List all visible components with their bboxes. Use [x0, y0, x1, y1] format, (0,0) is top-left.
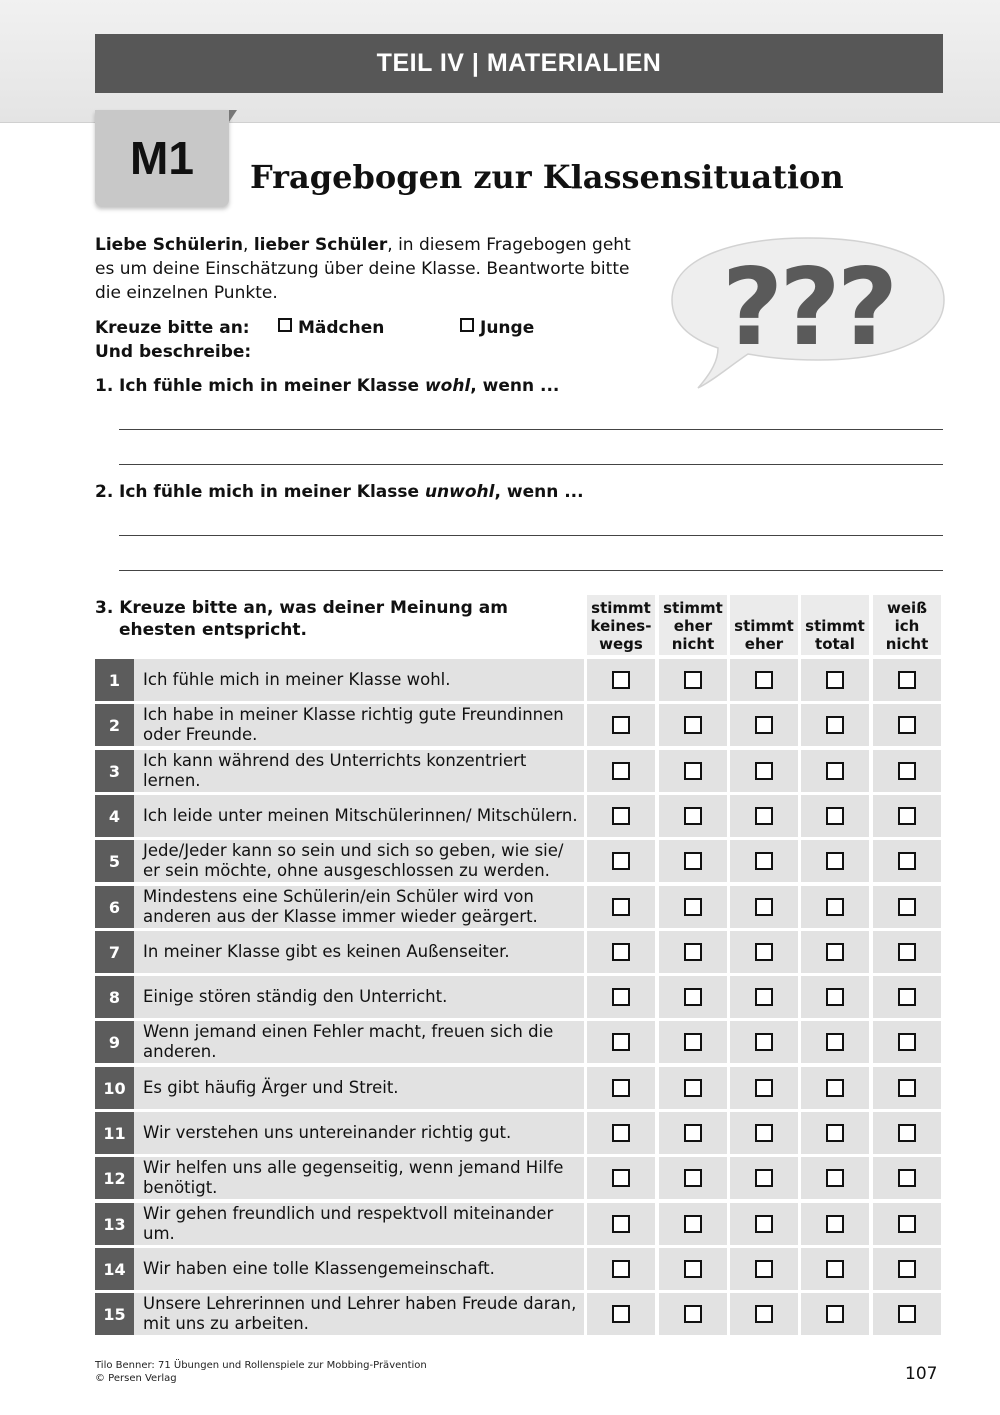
rating-checkbox[interactable] — [826, 762, 844, 780]
gender-option-girl[interactable] — [278, 318, 384, 338]
rating-checkbox[interactable] — [684, 1169, 702, 1187]
answer-line-2a[interactable] — [119, 535, 943, 536]
rating-cell-keineswegs — [587, 1248, 655, 1290]
rating-cell-weiss-nicht — [873, 840, 941, 882]
rating-cell-weiss-nicht — [873, 976, 941, 1018]
row-statement-text: Ich habe in meiner Klasse richtig gute Freundinnen oder Freunde. — [143, 705, 564, 744]
rating-cell-eher-nicht — [659, 840, 727, 882]
row-statement-text: Wir haben eine tolle Klassengemeinschaft. — [143, 1259, 495, 1278]
rating-cell-weiss-nicht — [873, 795, 941, 837]
rating-checkbox[interactable] — [755, 671, 773, 689]
rating-cell-eher — [730, 1157, 798, 1199]
column-header-line: nicht — [885, 635, 929, 653]
table-row — [95, 886, 943, 928]
table-row — [95, 1248, 943, 1290]
rating-cell-eher — [730, 795, 798, 837]
rating-cell-total — [801, 840, 869, 882]
rating-cell-weiss-nicht — [873, 1157, 941, 1199]
rating-checkbox[interactable] — [612, 1169, 630, 1187]
row-number: 15 — [95, 1293, 134, 1335]
table-row — [95, 1203, 943, 1245]
rating-cell-weiss-nicht — [873, 659, 941, 701]
column-header-line: keines- — [590, 617, 652, 635]
rating-cell-keineswegs — [587, 840, 655, 882]
question-bubble-icon — [668, 232, 948, 392]
rating-cell-eher-nicht — [659, 1157, 727, 1199]
question-2-pre: Ich fühle mich in meiner Klasse — [119, 482, 425, 502]
rating-cell-keineswegs — [587, 795, 655, 837]
answer-line-1a[interactable] — [119, 429, 943, 430]
row-statement — [134, 931, 584, 973]
row-number: 8 — [95, 976, 134, 1018]
table-row — [95, 659, 943, 701]
table-row — [95, 1157, 943, 1199]
rating-cell-weiss-nicht — [873, 931, 941, 973]
rating-cell-keineswegs — [587, 750, 655, 792]
rating-cell-total — [801, 1067, 869, 1109]
rating-cell-eher — [730, 704, 798, 746]
answer-line-1b[interactable] — [119, 464, 943, 465]
row-statement-text: Einige stören ständig den Unterricht. — [143, 987, 448, 1006]
gender-row — [95, 318, 655, 342]
row-number: 11 — [95, 1112, 134, 1154]
rating-cell-eher-nicht — [659, 1293, 727, 1335]
rating-cell-total — [801, 750, 869, 792]
rating-cell-eher — [730, 659, 798, 701]
rating-cell-eher-nicht — [659, 795, 727, 837]
row-statement-text: Wir verstehen uns untereinander richtig gut. — [143, 1123, 512, 1142]
rating-checkbox[interactable] — [612, 898, 630, 916]
rating-checkbox[interactable] — [755, 1124, 773, 1142]
rating-checkbox[interactable] — [826, 898, 844, 916]
rating-checkbox[interactable] — [684, 943, 702, 961]
rating-checkbox[interactable] — [612, 716, 630, 734]
rating-checkbox[interactable] — [684, 1033, 702, 1051]
rating-checkbox[interactable] — [826, 988, 844, 1006]
rating-checkbox[interactable] — [755, 943, 773, 961]
rating-checkbox[interactable] — [898, 898, 916, 916]
gender-option-boy[interactable] — [460, 318, 534, 338]
column-header-line: total — [815, 635, 855, 653]
column-header-line: eher — [673, 617, 713, 635]
rating-cell-eher — [730, 886, 798, 928]
rating-checkbox[interactable] — [898, 807, 916, 825]
rating-checkbox[interactable] — [826, 671, 844, 689]
rating-checkbox[interactable] — [684, 1079, 702, 1097]
rating-cell-total — [801, 1021, 869, 1063]
rating-checkbox[interactable] — [826, 1033, 844, 1051]
intro-bold-2: lieber Schüler — [253, 235, 388, 255]
rating-cell-eher — [730, 931, 798, 973]
footer-publisher: © Persen Verlag — [95, 1373, 177, 1384]
rating-checkbox[interactable] — [898, 1260, 916, 1278]
row-statement — [134, 976, 584, 1018]
rating-checkbox[interactable] — [755, 762, 773, 780]
rating-cell-eher — [730, 1293, 798, 1335]
row-statement-text: Wir helfen uns alle gegenseitig, wenn jemand Hilfe benötigt. — [143, 1158, 564, 1197]
rating-cell-weiss-nicht — [873, 750, 941, 792]
rating-checkbox[interactable] — [684, 716, 702, 734]
column-header-line: wegs — [599, 635, 643, 653]
section-header — [95, 34, 943, 93]
rating-checkbox[interactable] — [612, 671, 630, 689]
column-header-line: eher — [744, 635, 784, 653]
rating-checkbox[interactable] — [826, 716, 844, 734]
rating-cell-eher-nicht — [659, 1248, 727, 1290]
rating-checkbox[interactable] — [826, 807, 844, 825]
row-number: 9 — [95, 1021, 134, 1063]
rating-cell-weiss-nicht — [873, 886, 941, 928]
rating-checkbox[interactable] — [898, 1169, 916, 1187]
rating-cell-eher-nicht — [659, 704, 727, 746]
rating-cell-total — [801, 886, 869, 928]
rating-cell-eher-nicht — [659, 1021, 727, 1063]
rating-cell-eher-nicht — [659, 1112, 727, 1154]
row-statement-text: Ich fühle mich in meiner Klasse wohl. — [143, 670, 451, 689]
row-number: 6 — [95, 886, 134, 928]
rating-checkbox[interactable] — [826, 1260, 844, 1278]
rating-checkbox[interactable] — [755, 988, 773, 1006]
intro-sep: , — [243, 235, 254, 255]
column-header-line: stimmt — [591, 599, 651, 617]
footer-citation: Tilo Benner: 71 Übungen und Rollenspiele zur Mobbing-Prävention — [95, 1360, 427, 1371]
question-2-number: 2. — [95, 482, 114, 502]
rating-checkbox[interactable] — [898, 1079, 916, 1097]
rating-checkbox[interactable] — [755, 898, 773, 916]
material-tab-fold — [229, 110, 237, 122]
table-row — [95, 1067, 943, 1109]
rating-cell-total — [801, 1112, 869, 1154]
rating-cell-eher-nicht — [659, 750, 727, 792]
row-statement-text: Es gibt häufig Ärger und Streit. — [143, 1078, 399, 1097]
rating-cell-keineswegs — [587, 1067, 655, 1109]
material-tab-label: M1 — [130, 132, 194, 184]
rating-cell-eher — [730, 1067, 798, 1109]
rating-cell-total — [801, 704, 869, 746]
column-header-line: stimmt — [805, 617, 865, 635]
rating-checkbox[interactable] — [684, 807, 702, 825]
gender-option-girl-label: Mädchen — [298, 318, 385, 338]
table-row — [95, 840, 943, 882]
rating-checkbox[interactable] — [898, 671, 916, 689]
row-statement-text: Unsere Lehrerinnen und Lehrer haben Freude daran, mit uns zu arbeiten. — [143, 1294, 577, 1333]
row-number: 5 — [95, 840, 134, 882]
row-statement — [134, 1203, 584, 1245]
row-number: 13 — [95, 1203, 134, 1245]
row-statement-text: Wenn jemand einen Fehler macht, freuen sich die anderen. — [143, 1022, 554, 1061]
rating-checkbox[interactable] — [612, 943, 630, 961]
page-title: Fragebogen zur Klassensituation — [250, 158, 844, 196]
question-2-emphasis: unwohl — [424, 482, 495, 502]
rating-cell-keineswegs — [587, 1203, 655, 1245]
rating-cell-weiss-nicht — [873, 1021, 941, 1063]
row-number: 14 — [95, 1248, 134, 1290]
rating-checkbox[interactable] — [684, 1124, 702, 1142]
column-header-eher-nicht — [659, 595, 727, 655]
rating-cell-eher — [730, 1112, 798, 1154]
rating-checkbox[interactable] — [826, 1124, 844, 1142]
question-2-post: , wenn ... — [494, 482, 584, 502]
rating-cell-eher — [730, 1248, 798, 1290]
rating-cell-keineswegs — [587, 1112, 655, 1154]
rating-checkbox[interactable] — [755, 807, 773, 825]
rating-cell-eher — [730, 1203, 798, 1245]
rating-checkbox[interactable] — [612, 852, 630, 870]
rating-checkbox[interactable] — [898, 1033, 916, 1051]
rating-cell-keineswegs — [587, 1021, 655, 1063]
rating-checkbox[interactable] — [898, 988, 916, 1006]
rating-cell-total — [801, 976, 869, 1018]
rating-checkbox[interactable] — [755, 1305, 773, 1323]
row-statement — [134, 1112, 584, 1154]
row-statement — [134, 750, 584, 792]
page-number: 107 — [905, 1364, 938, 1384]
rating-cell-eher-nicht — [659, 886, 727, 928]
rating-checkbox[interactable] — [826, 852, 844, 870]
row-statement — [134, 1067, 584, 1109]
describe-label: Und beschreibe: — [95, 342, 252, 362]
row-statement — [134, 1293, 584, 1335]
rating-cell-keineswegs — [587, 976, 655, 1018]
rating-checkbox[interactable] — [612, 807, 630, 825]
rating-checkbox[interactable] — [755, 716, 773, 734]
rating-cell-total — [801, 1157, 869, 1199]
column-header-total — [801, 595, 869, 655]
rating-cell-weiss-nicht — [873, 1293, 941, 1335]
row-statement-text: Jede/Jeder kann so sein und sich so geben, wie sie/ er sein möchte, ohne ausgeschlossen zu werden. — [143, 841, 564, 880]
rating-cell-weiss-nicht — [873, 1067, 941, 1109]
rating-checkbox[interactable] — [684, 988, 702, 1006]
row-number: 10 — [95, 1067, 134, 1109]
row-statement-text: In meiner Klasse gibt es keinen Außenseiter. — [143, 942, 510, 961]
row-statement — [134, 1248, 584, 1290]
rating-checkbox[interactable] — [684, 762, 702, 780]
question-1-emphasis: wohl — [424, 376, 471, 396]
rating-cell-total — [801, 931, 869, 973]
bubble-text: ??? — [721, 246, 895, 369]
rating-cell-weiss-nicht — [873, 1203, 941, 1245]
table-row — [95, 1112, 943, 1154]
rating-checkbox[interactable] — [755, 1215, 773, 1233]
gender-label: Kreuze bitte an: — [95, 318, 250, 338]
table-row — [95, 750, 943, 792]
rating-checkbox[interactable] — [684, 1305, 702, 1323]
row-number: 12 — [95, 1157, 134, 1199]
table-row — [95, 976, 943, 1018]
rating-checkbox[interactable] — [755, 1079, 773, 1097]
row-statement — [134, 886, 584, 928]
row-number: 3 — [95, 750, 134, 792]
rating-checkbox[interactable] — [898, 943, 916, 961]
question-2 — [95, 482, 584, 502]
row-number: 2 — [95, 704, 134, 746]
rating-checkbox[interactable] — [755, 1260, 773, 1278]
rating-cell-keineswegs — [587, 1293, 655, 1335]
rating-checkbox[interactable] — [898, 716, 916, 734]
section-header-title: TEIL IV | MATERIALIEN — [376, 49, 662, 77]
rating-checkbox[interactable] — [612, 988, 630, 1006]
rating-cell-eher-nicht — [659, 1067, 727, 1109]
question-1-post: , wenn ... — [470, 376, 560, 396]
answer-line-2b[interactable] — [119, 570, 943, 571]
rating-checkbox[interactable] — [755, 1169, 773, 1187]
rating-cell-keineswegs — [587, 931, 655, 973]
rating-cell-eher — [730, 976, 798, 1018]
column-header-line: stimmt — [734, 617, 794, 635]
column-header-eher — [730, 595, 798, 655]
row-statement-text: Wir gehen freundlich und respektvoll miteinander um. — [143, 1204, 554, 1243]
rating-checkbox[interactable] — [826, 1305, 844, 1323]
rating-cell-weiss-nicht — [873, 1112, 941, 1154]
rating-cell-total — [801, 659, 869, 701]
rating-checkbox[interactable] — [684, 1215, 702, 1233]
rating-checkbox[interactable] — [826, 1079, 844, 1097]
rating-checkbox[interactable] — [612, 1260, 630, 1278]
rating-cell-eher-nicht — [659, 931, 727, 973]
row-statement-text: Mindestens eine Schülerin/ein Schüler wird von anderen aus der Klasse immer wieder geärgert. — [143, 887, 538, 926]
question-1-pre: Ich fühle mich in meiner Klasse — [119, 376, 425, 396]
rating-checkbox[interactable] — [612, 1079, 630, 1097]
table-row — [95, 704, 943, 746]
rating-cell-eher-nicht — [659, 976, 727, 1018]
rating-cell-eher — [730, 840, 798, 882]
table-row — [95, 795, 943, 837]
column-header-line: weiß — [887, 599, 927, 617]
rating-cell-keineswegs — [587, 886, 655, 928]
intro-text — [95, 233, 655, 305]
rating-checkbox[interactable] — [684, 852, 702, 870]
row-statement — [134, 1157, 584, 1199]
rating-checkbox[interactable] — [684, 671, 702, 689]
row-number: 4 — [95, 795, 134, 837]
rating-cell-keineswegs — [587, 1157, 655, 1199]
row-statement — [134, 795, 584, 837]
rating-cell-total — [801, 1293, 869, 1335]
rating-checkbox[interactable] — [612, 1033, 630, 1051]
rating-cell-keineswegs — [587, 704, 655, 746]
row-statement-text: Ich leide unter meinen Mitschülerinnen/ Mitschülern. — [143, 806, 578, 825]
checkbox-girl[interactable] — [278, 318, 292, 332]
rating-checkbox[interactable] — [755, 852, 773, 870]
rating-cell-weiss-nicht — [873, 704, 941, 746]
column-header-keineswegs — [587, 595, 655, 655]
rating-checkbox[interactable] — [826, 1169, 844, 1187]
row-statement — [134, 659, 584, 701]
rating-checkbox[interactable] — [898, 1124, 916, 1142]
column-header-weiss-nicht — [873, 595, 941, 655]
rating-checkbox[interactable] — [898, 1305, 916, 1323]
rating-cell-weiss-nicht — [873, 1248, 941, 1290]
rating-checkbox[interactable] — [898, 762, 916, 780]
column-header-line: ich — [894, 617, 920, 635]
table-row — [95, 931, 943, 973]
rating-checkbox[interactable] — [755, 1033, 773, 1051]
question-1-number: 1. — [95, 376, 114, 396]
rating-checkbox[interactable] — [612, 762, 630, 780]
column-header-line: stimmt — [663, 599, 723, 617]
checkbox-boy[interactable] — [460, 318, 474, 332]
footer — [95, 1359, 427, 1385]
column-header-line: nicht — [671, 635, 715, 653]
rating-cell-keineswegs — [587, 659, 655, 701]
gender-option-boy-label: Junge — [480, 318, 535, 338]
rating-checkbox[interactable] — [612, 1215, 630, 1233]
rating-checkbox[interactable] — [826, 943, 844, 961]
rating-checkbox[interactable] — [898, 852, 916, 870]
rating-cell-total — [801, 1203, 869, 1245]
material-tab — [95, 110, 229, 206]
row-statement — [134, 1021, 584, 1063]
question-3: 3. Kreuze bitte an, was deiner Meinung am ehesten entspricht. — [95, 598, 508, 640]
rating-cell-eher — [730, 750, 798, 792]
rating-cell-eher-nicht — [659, 659, 727, 701]
rating-cell-total — [801, 795, 869, 837]
rating-cell-eher — [730, 1021, 798, 1063]
rating-checkbox[interactable] — [684, 1260, 702, 1278]
row-statement-text: Ich kann während des Unterrichts konzentriert lernen. — [143, 751, 527, 790]
intro-rest: , in diesem Fragebogen geht es um deine Einschätzung über deine Klasse. Beantworte bitte die einzelnen Punkte. — [95, 235, 631, 303]
rating-checkbox[interactable] — [612, 1305, 630, 1323]
row-number: 1 — [95, 659, 134, 701]
question-1 — [95, 376, 559, 396]
row-number: 7 — [95, 931, 134, 973]
rating-cell-eher-nicht — [659, 1203, 727, 1245]
rating-checkbox[interactable] — [826, 1215, 844, 1233]
rating-cell-total — [801, 1248, 869, 1290]
row-statement — [134, 704, 584, 746]
rating-checkbox[interactable] — [684, 898, 702, 916]
row-statement — [134, 840, 584, 882]
intro-bold-1: Liebe Schülerin — [95, 235, 244, 255]
rating-checkbox[interactable] — [898, 1215, 916, 1233]
rating-checkbox[interactable] — [612, 1124, 630, 1142]
table-row — [95, 1293, 943, 1335]
table-row — [95, 1021, 943, 1063]
